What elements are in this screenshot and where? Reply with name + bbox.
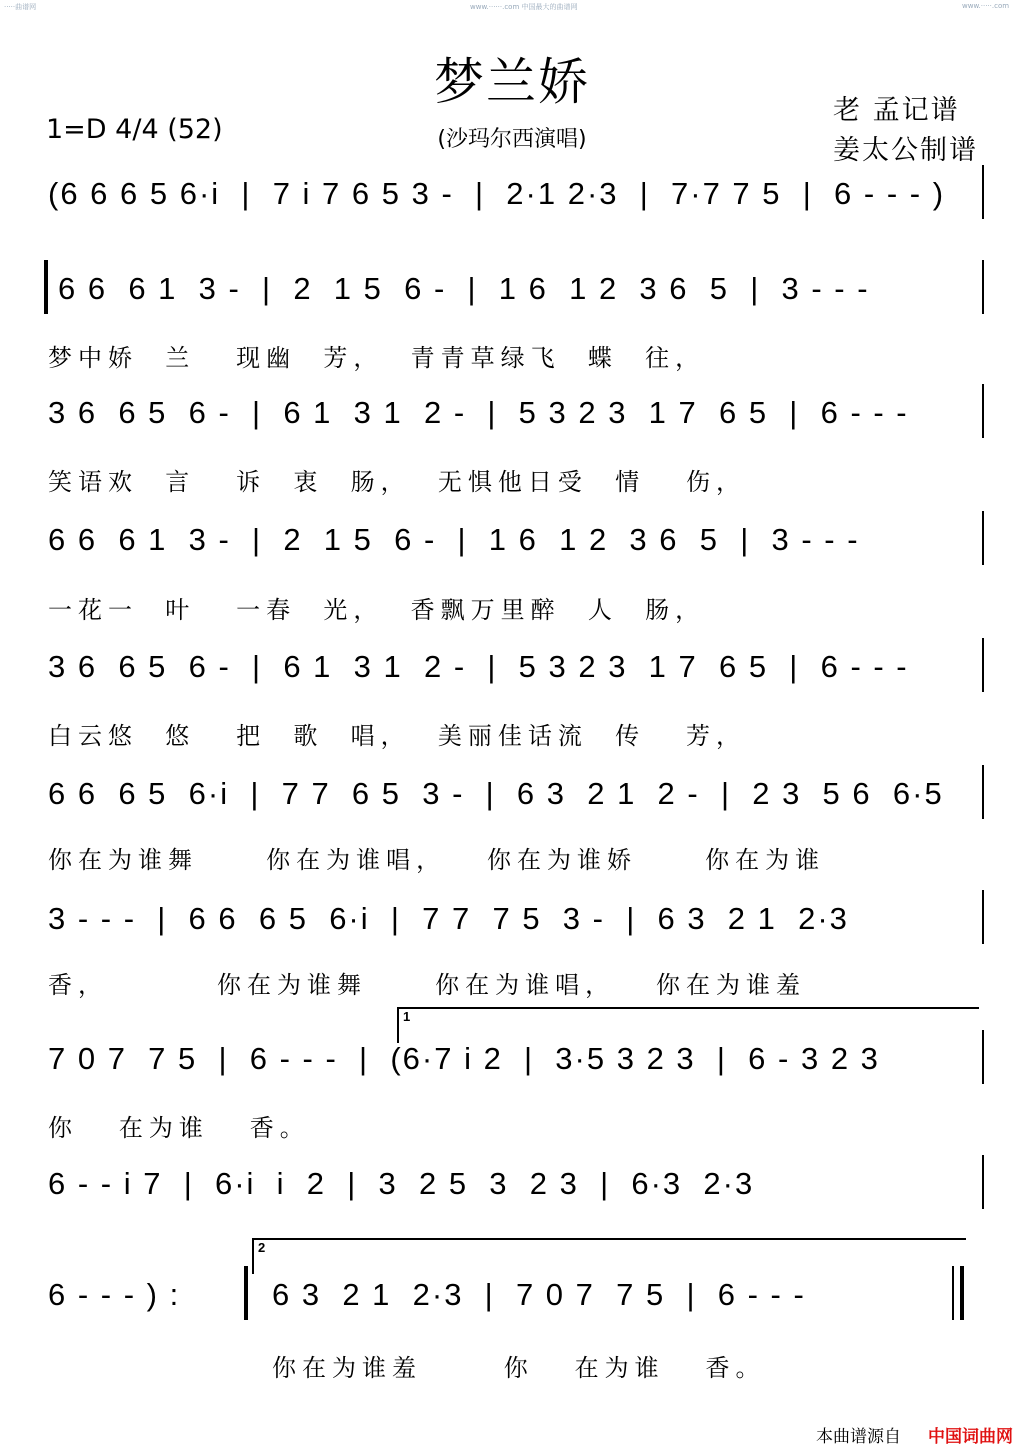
notes-line-9: 6 - - i 7 | 6·i i 2 | 3 2 5 3 2 3 | 6·3 2·3 <box>48 1166 755 1201</box>
barline-end <box>982 638 984 692</box>
lyric-line-3: 笑语欢 言 诉 衷 肠， 无惧他日受 情 伤， <box>48 468 747 496</box>
source-site-link[interactable]: 中国词曲网 <box>928 1427 1013 1447</box>
watermark-center: www.······.com 中国最大的曲谱网 <box>470 3 578 11</box>
score-line-9 <box>48 1155 984 1213</box>
notes-line-5: 3 6 6 5 6 - | 6 1 3 1 2 - | 5 3 2 3 1 7 6 5 | 6 - - - <box>48 649 909 684</box>
lyric-line-10: 你在为谁羞 你 在为谁 香。 <box>272 1354 766 1382</box>
score-line-3 <box>48 384 984 442</box>
notes-line-10-repeat: 6 - - - ) : <box>48 1277 181 1312</box>
score-line-1 <box>48 165 984 223</box>
source-label: 本曲谱源自 <box>816 1427 901 1447</box>
credit-arranger: 姜太公制谱 <box>833 135 978 166</box>
lyric-line-2: 梦中娇 兰 现幽 芳， 青青草绿飞 蝶 往， <box>48 344 706 372</box>
barline-end <box>982 511 984 565</box>
barline-end <box>982 260 984 314</box>
lyric-line-4: 一花一 叶 一春 光， 香飘万里醉 人 肠， <box>48 596 706 624</box>
song-title: 梦兰娇 <box>434 53 590 111</box>
final-barline-thin <box>952 1266 954 1320</box>
repeat-start-barline <box>44 260 48 314</box>
barline-end <box>982 384 984 438</box>
barline-end <box>982 1030 984 1084</box>
notes-line-4: 6 6 6 1 3 - | 2 1 5 6 - | 1 6 1 2 3 6 5 | 3 - - - <box>48 522 860 557</box>
repeat-end-barline <box>244 1266 248 1320</box>
score-line-10 <box>48 1266 984 1324</box>
lyric-line-5: 白云悠 悠 把 歌 唱， 美丽佳话流 传 芳， <box>48 722 747 750</box>
barline-end <box>982 165 984 219</box>
score-line-5 <box>48 638 984 696</box>
notes-line-1: (6 6 6 5 6·i | 7 i 7 6 5 3 - | 2·1 2·3 | 7·7 7 5 | 6 - - - ) <box>48 176 946 211</box>
first-ending-number: 1 <box>403 1009 411 1024</box>
score-line-6 <box>48 765 984 823</box>
score-line-7 <box>48 890 984 948</box>
watermark-right: www.·····.com <box>962 2 1010 10</box>
key-signature: 1=D 4/4 (52) <box>46 114 223 145</box>
score-line-4 <box>48 511 984 569</box>
watermark-left: ·····曲谱网 <box>4 3 37 11</box>
song-subtitle: (沙玛尔西演唱) <box>437 127 587 152</box>
lyric-line-6: 你在为谁舞 你在为谁唱， 你在为谁娇 你在为谁 <box>48 846 826 874</box>
notes-line-6: 6 6 6 5 6·i | 7 7 6 5 3 - | 6 3 2 1 2 - | 2 3 5 6 6·5 <box>48 776 944 811</box>
second-ending-number: 2 <box>258 1240 266 1255</box>
barline-end <box>982 765 984 819</box>
barline-end <box>982 890 984 944</box>
notes-line-10-ending: 6 3 2 1 2·3 | 7 0 7 7 5 | 6 - - - <box>272 1277 806 1312</box>
notes-line-7: 3 - - - | 6 6 6 5 6·i | 7 7 7 5 3 - | 6 3 2 1 2·3 <box>48 901 849 936</box>
barline-end <box>982 1155 984 1209</box>
notes-line-2: 6 6 6 1 3 - | 2 1 5 6 - | 1 6 1 2 3 6 5 | 3 - - - <box>58 271 870 306</box>
credit-transcriber: 老 孟记谱 <box>833 95 960 126</box>
final-barline-thick <box>960 1266 964 1320</box>
score-line-2 <box>48 260 984 318</box>
lyric-line-7: 香， 你在为谁舞 你在为谁唱， 你在为谁羞 <box>48 971 807 999</box>
notes-line-3: 3 6 6 5 6 - | 6 1 3 1 2 - | 5 3 2 3 1 7 6 5 | 6 - - - <box>48 395 909 430</box>
lyric-line-8: 你 在为谁 香。 <box>48 1114 310 1142</box>
notes-line-8: 7 0 7 7 5 | 6 - - - | (6·7 i 2 | 3·5 3 2 3 | 6 - 3 2 3 <box>48 1041 880 1076</box>
score-line-8 <box>48 1030 984 1088</box>
